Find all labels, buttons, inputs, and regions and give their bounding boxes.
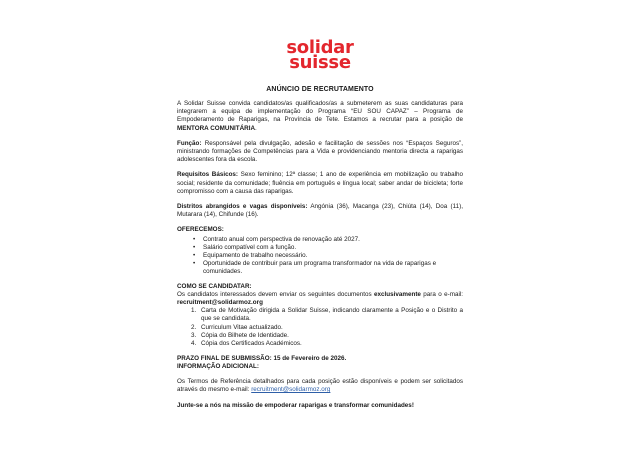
list-number: 1. [191, 307, 197, 315]
list-number: 4. [191, 340, 197, 348]
closing-statement: Junte-se a nós na missão de empoderar raparigas e transformar comunidades! [177, 402, 414, 410]
list-item: • Oportunidade de contribuir para um programa transformador na vida de raparigas e comunidades. [203, 260, 463, 276]
list-item: • Contrato anual com perspectiva de renovação até 2027. [203, 236, 463, 244]
intro-text: A Solidar Suisse convida candidatos/as qualificados/as a submeterem as suas candidaturas para integrarem a equipa de implementação do Programa “EU SOU CAPAZ” – Programa de Empoderamento de Raparigas, na Província de Tete. Estamos a recrutar para a posição de [177, 100, 463, 124]
position-title: MENTORA COMUNITÁRIA [177, 124, 256, 132]
application-email[interactable]: recruitment@solidarmoz.org [177, 299, 263, 307]
distritos-paragraph [177, 203, 463, 219]
list-item [191, 323, 463, 332]
logo-line-2: suisse [289, 52, 351, 73]
announcement-body [177, 100, 463, 410]
solidar-suisse-logo [0, 37, 640, 73]
funcao-label: Função: [177, 139, 202, 147]
oferecemos-list [177, 236, 463, 277]
candidatar-intro: Os candidatos interessados devem enviar os seguintes documentos [177, 290, 375, 298]
candidatar-text [177, 291, 463, 307]
funcao-text: Responsável pela divulgação, adesão e facilitação de sessões nos “Espaços Seguros”, ministrando formações de Competências para a Vida e providenciando mentoria directa a raparigas adolescentes fora da escola. [177, 139, 463, 164]
list-text: Cópia dos Certificados Académicos. [201, 340, 302, 348]
info-paragraph [177, 378, 463, 394]
list-item [191, 307, 463, 323]
list-number: 2. [191, 323, 197, 331]
intro-paragraph [177, 100, 463, 133]
requisitos-paragraph [177, 171, 463, 196]
requisitos-text: Sexo feminino; 12ª classe; 1 ano de experiência em mobilização ou trabalho social; residente da comunidade; fluência em português e língua local; saber andar de bicicleta; forte compromisso com a causa das raparigas. [177, 171, 464, 195]
list-item [191, 340, 463, 348]
page-title: ANÚNCIO DE RECRUTAMENTO [266, 86, 374, 93]
info-heading: INFORMAÇÃO ADICIONAL: [177, 363, 259, 371]
intro-end: . [255, 124, 257, 132]
funcao-paragraph [177, 140, 463, 165]
list-number: 3. [191, 331, 197, 339]
candidatar-heading: COMO SE CANDIDATAR: [177, 282, 252, 290]
list-text: Carta de Motivação dirigida a Solidar Suisse, indicando claramente a Posição e o Distrito a que se candidata. [201, 307, 463, 323]
list-item: • Equipamento de trabalho necessário. [203, 252, 463, 260]
info-email-link[interactable]: recruitment@solidarmoz.org [251, 385, 331, 393]
oferecemos-heading: OFERECEMOS: [177, 226, 224, 234]
list-item [191, 331, 463, 340]
deadline: PRAZO FINAL DE SUBMISSÃO: 15 de Fevereiro de 2026. [177, 355, 347, 363]
documents-list [177, 307, 463, 348]
candidatar-intro-2: para o e-mail: [420, 290, 463, 298]
logo-line-1: solidar [286, 37, 354, 58]
list-text: Cópia do Bilhete de Identidade. [201, 331, 289, 339]
distritos-label: Distritos abrangidos e vagas disponíveis: [177, 203, 308, 211]
exclusivamente-emphasis: exclusivamente [374, 290, 421, 298]
info-text: Os Termos de Referência detalhados para cada posição estão disponíveis e podem ser solicitados através do mesmo e-mail: [177, 377, 463, 393]
requisitos-label: Requisitos Básicos: [177, 171, 239, 179]
distritos-text: Angónia (36), Macanga (23), Chiúta (14), Doa (11), Mutarara (14), Chifunde (16). [177, 203, 463, 219]
list-text: Curriculum Vitae actualizado. [201, 323, 283, 331]
list-item: • Salário compatível com a função. [203, 244, 463, 252]
